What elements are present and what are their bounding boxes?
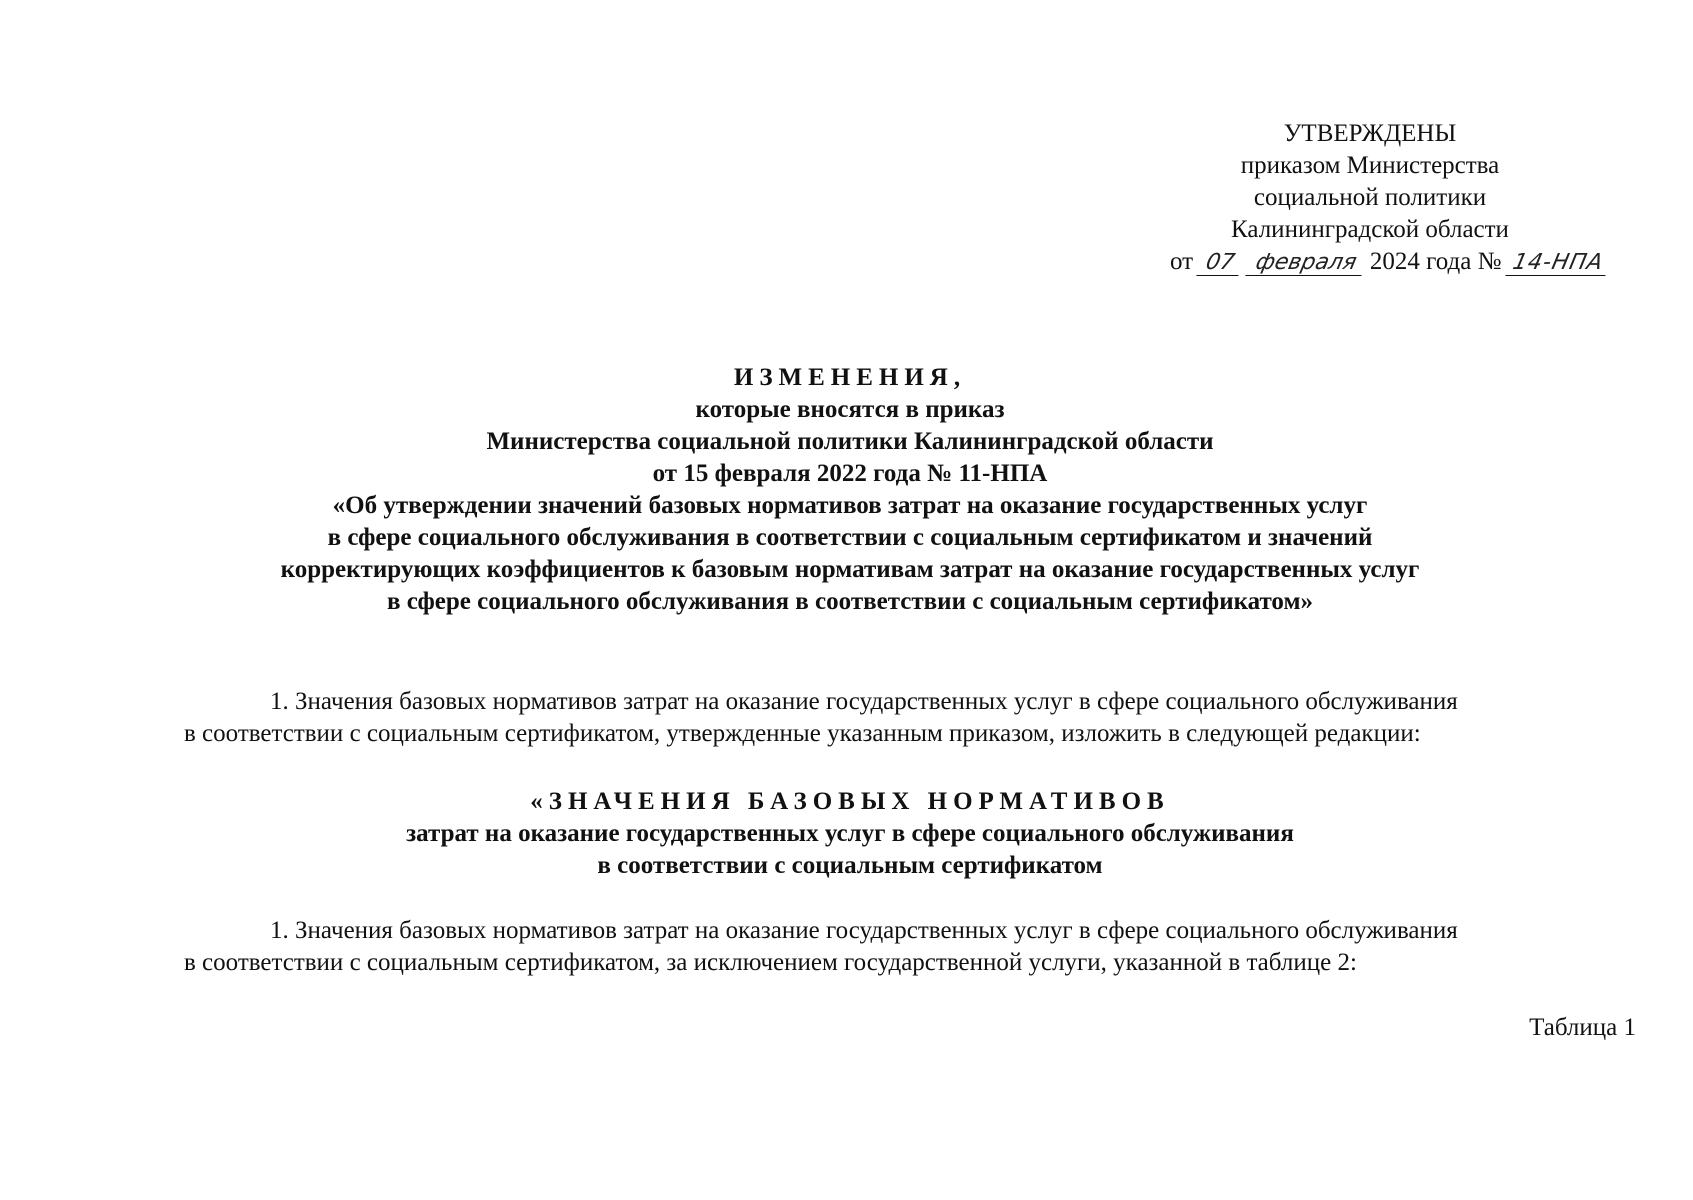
handwritten-number: 14-НПА <box>1505 251 1610 276</box>
approval-title: УТВЕРЖДЕНЫ <box>1283 120 1457 147</box>
heading-line-4: от 15 февраля 2022 года № 11-НПА <box>652 460 1048 487</box>
paragraph-2 <box>184 915 1636 979</box>
paragraph-1-line-1: 1. Значения базовых нормативов затрат на оказание государственных услуг в сфере социального обслуживания <box>270 688 1458 715</box>
paragraph-2-line-1: 1. Значения базовых нормативов затрат на оказание государственных услуг в сфере социального обслуживания <box>270 917 1458 944</box>
approval-block <box>1170 118 1606 278</box>
heading-line-5: «Об утверждении значений базовых нормативов затрат на оказание государственных услуг <box>332 492 1368 519</box>
handwritten-month: февраля <box>1245 251 1366 276</box>
values-subheading <box>150 786 1550 882</box>
paragraph-1-line-2: в соответствии с социальным сертификатом, утвержденные указанным приказом, изложить в следующей редакции: <box>184 720 1421 747</box>
heading-line-2: которые вносятся в приказ <box>695 396 1005 423</box>
paragraph-1 <box>184 686 1636 750</box>
heading-line-6: в сфере социального обслуживания в соответствии с социальным сертификатом и значений <box>327 524 1373 551</box>
approval-date-line <box>1170 246 1606 278</box>
subheading-line-2: затрат на оказание государственных услуг в сфере социального обслуживания <box>406 820 1294 847</box>
approval-from-prefix: от <box>1170 248 1194 275</box>
approval-year-text: 2024 года № <box>1369 248 1502 275</box>
heading-title: ИЗМЕНЕНИЯ, <box>733 364 967 391</box>
subheading-title: «ЗНАЧЕНИЯ БАЗОВЫХ НОРМАТИВОВ <box>530 788 1170 815</box>
heading-line-7: корректирующих коэффициентов к базовым нормативам затрат на оказание государственных услуг <box>280 556 1420 583</box>
changes-heading <box>150 362 1550 618</box>
approval-line-4: Калининградской области <box>1231 216 1509 243</box>
table-label: Таблица 1 <box>1529 1014 1636 1041</box>
handwritten-day: 07 <box>1197 251 1244 276</box>
approval-line-3: социальной политики <box>1253 184 1487 211</box>
subheading-line-3: в соответствии с социальным сертификатом <box>597 852 1103 879</box>
approval-line-2: приказом Министерства <box>1240 152 1500 179</box>
heading-line-3: Министерства социальной политики Калининградской области <box>486 428 1214 455</box>
paragraph-2-line-2: в соответствии с социальным сертификатом, за исключением государственной услуги, указанной в таблице 2: <box>184 949 1357 976</box>
heading-line-8: в сфере социального обслуживания в соответствии с социальным сертификатом» <box>386 588 1313 615</box>
